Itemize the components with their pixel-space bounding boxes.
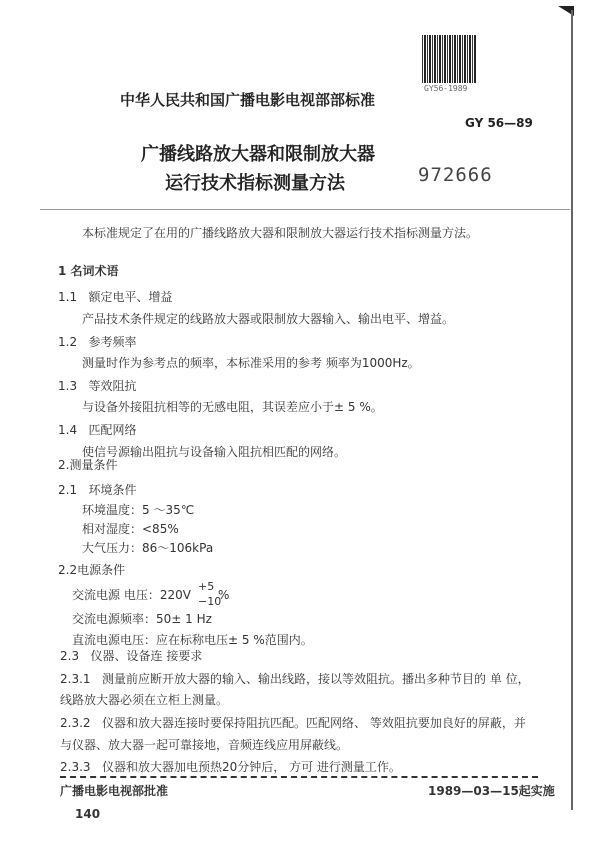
item-2-3-1-cont: 线路放大器必须在立柜上测量。 [60, 693, 229, 707]
item-2-3-1 [60, 673, 530, 685]
item-1-3-title [58, 380, 137, 392]
env-pressure: 大气压力：86～106kPa [82, 541, 214, 555]
num: 2.1 [58, 483, 78, 497]
env-temperature: 环境温度：5 ～35℃ [82, 503, 195, 517]
text: 仪器和放大器连接时要保持阻抗匹配。匹配网络、 等效阻抗要加良好的屏蔽，并 [102, 716, 526, 730]
num: 1.2 [58, 335, 78, 349]
title-line-2: 运行技术指标测量方法 [165, 173, 345, 194]
dc-voltage: 直流电源电压：应在标称电压± 5 %范围内。 [72, 633, 313, 647]
title-line-1: 广播线路放大器和限制放大器 [141, 144, 375, 165]
item-1-4-title [58, 424, 137, 436]
ac-voltage: 交流电源 电压：220V [72, 588, 191, 602]
page-number: 140 [75, 807, 101, 821]
num: 2.3 [60, 649, 80, 663]
divider [40, 209, 570, 210]
num: 2.3.1 [60, 672, 91, 686]
item-2-3-title [60, 650, 202, 662]
item-1-1-text: 产品技术条件规定的线路放大器或限制放大器输入、输出电平、增益。 [82, 312, 455, 326]
num: 1.3 [58, 379, 78, 393]
text: 测量前应断开放大器的输入、输出线路，接以等效阻抗。播出多种节目的 单 位， [102, 672, 530, 686]
ministry-header: 中华人民共和国广播电影电视部部标准 [120, 91, 376, 109]
num: 1.1 [58, 290, 78, 304]
ac-frequency: 交流电源频率：50± 1 Hz [72, 612, 212, 626]
item-1-3-text: 与设备外接阻抗相等的无感电阻，其误差应小于± 5 %。 [82, 400, 383, 414]
title: 匹配网络 [88, 423, 137, 437]
text: 仪器和放大器加电预热20分钟后， 方可 进行测量工作。 [102, 760, 401, 774]
stamp-number: 972666 [418, 164, 493, 186]
item-2-3-3 [60, 761, 401, 773]
num: 1.4 [58, 423, 78, 437]
item-2-3-2 [60, 717, 526, 729]
footer-rule [60, 776, 538, 778]
section-2-heading: 2.测量条件 [58, 458, 118, 472]
footer-effective-date: 1989—03—15起实施 [428, 784, 555, 798]
title: 环境条件 [88, 483, 137, 497]
intro: 本标准规定了在用的广播线路放大器和限制放大器运行技术指标测量方法。 [82, 226, 479, 240]
item-1-2-title [58, 336, 137, 348]
title: 等效阻抗 [88, 379, 137, 393]
item-2-2-title: 2.2电源条件 [58, 563, 126, 577]
title: 参考频率 [88, 335, 137, 349]
section-1-heading: 1 名词术语 [58, 264, 119, 278]
barcode-label: GY56-1989 [424, 84, 468, 93]
item-2-3-2-cont: 与仪器、放大器一起可靠接地，音频连线应用屏蔽线。 [60, 738, 349, 752]
tolerance-plus: +5 [198, 580, 215, 593]
standard-code: GY 56—89 [465, 116, 533, 130]
title: 额定电平、增益 [88, 290, 173, 304]
tolerance-unit: % [218, 588, 230, 602]
num: 2.3.2 [60, 716, 91, 730]
barcode [422, 35, 476, 83]
item-2-1-title [58, 484, 137, 496]
item-1-2-text: 测量时作为参考点的频率，本标准采用的参考 频率为1000Hz。 [82, 356, 420, 370]
num: 2.3.3 [60, 760, 91, 774]
title: 仪器、设备连 接要求 [90, 649, 203, 663]
scan-edge-line [571, 10, 573, 810]
tolerance-minus: −10 [198, 595, 222, 608]
footer-approver: 广播电影电视部批准 [60, 784, 169, 798]
item-1-4-text: 使信号源输出阻抗与设备输入阻抗相匹配的网络。 [82, 445, 347, 459]
item-1-1-title [58, 291, 173, 303]
env-humidity: 相对湿度：<85% [82, 522, 179, 536]
